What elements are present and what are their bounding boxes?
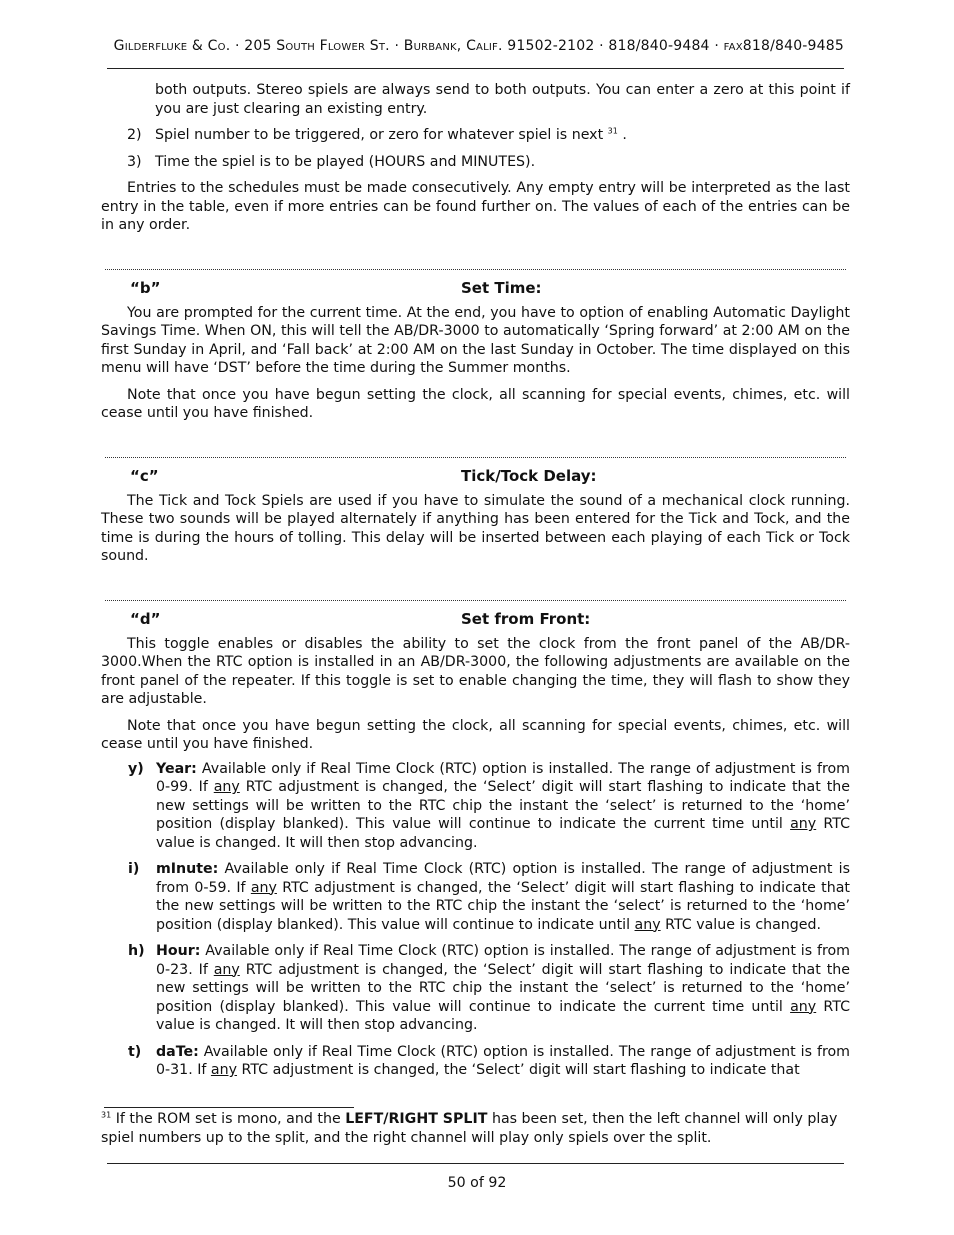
body-paragraph: This toggle enables or disables the ability to set the clock from the front panel of the AB/DR-3000.When the RTC option is installed in an AB/DR-3000, the following adjustments are available on the front panel of the repeater. If this toggle is set to enable changing the time, they will flash to show they are adjustable. [101,635,850,707]
section-heading [101,609,850,629]
footnote-number: 31 [101,1110,112,1120]
section-key: “c” [130,466,159,485]
section-title: Set Time: [461,278,542,297]
section-key: “b” [130,278,161,297]
dotted-divider [105,590,846,601]
section-title: Tick/Tock Delay: [461,466,597,485]
dotted-divider [105,259,846,270]
adjustment-term: Year: [156,760,197,777]
page-content [101,81,850,1088]
footnote-rule [104,1107,354,1108]
continued-paragraph: both outputs. Stereo spiels are always send to both outputs. You can enter a zero at this point if you are just clearing an existing entry. [155,82,850,117]
footnote-ref[interactable]: 31 [607,126,618,136]
header-rule [107,68,844,69]
body-paragraph: The Tick and Tock Spiels are used if you have to simulate the sound of a mechanical clock running. These two sounds will be played alternately if anything has been entered for the Tick and Tock, and the time is during the hours of tolling. This delay will be inserted between each playing of each Tick or Tock sound. [101,492,850,564]
adjustment-item-hour: h) Hour: Available only if Real Time Clock (RTC) option is installed. The range of adjustment is from 0-23. If any RTC adjustment is changed, the ‘Select’ digit will start flashing to indicate that the new settings will be written to the RTC chip the instant the ‘select’ is returned to the ‘home’ position (display blanked). This value will continue to indicate the current time until any RTC value is changed. It will then stop advancing. [128,943,850,1033]
adjustment-term: Hour: [156,943,201,959]
adjustment-label: t) [128,1043,142,1060]
list-item-text: Time the spiel is to be played (HOURS and MINUTES). [155,153,536,170]
adjustment-item-date: t) daTe: Available only if Real Time Clock (RTC) option is installed. The range of adjustment is from 0-31. If any RTC adjustment is changed, the ‘Select’ digit will start flashing to indicate that [128,1043,850,1078]
adjustment-term: mInute: [156,861,219,877]
adjustment-label: i) [128,861,140,877]
section-title: Set from Front: [461,609,591,628]
list-item-number: 2) [127,127,142,143]
adjustment-label: h) [128,943,145,959]
section-heading [101,278,850,298]
list-item: 2) Spiel number to be triggered, or zero for whatever spiel is next $^{31}$ . [127,126,627,143]
body-paragraph: Entries to the schedules must be made consecutively. Any empty entry will be interpreted as the last entry in the table, even if more entries can be found further on. The values of each of the entries can be in any order. [101,180,850,233]
list-item-text: Spiel number to be triggered, or zero for whatever spiel is next [155,127,604,143]
adjustment-item-year: y) Year: Available only if Real Time Clock (RTC) option is installed. The range of adjustment is from 0-99. If any RTC adjustment is changed, the ‘Select’ digit will start flashing to indicate that the new settings will be written to the RTC chip the instant the ‘select’ is returned to the ‘home’ position (display blanked). This value will continue to indicate the current time until any RTC value is changed. It will then stop advancing. [128,760,850,851]
section-key: “d” [130,609,161,628]
page-number: 50 of 92 [447,1175,507,1191]
body-paragraph: Note that once you have begun setting the clock, all scanning for special events, chimes, etc. will cease until you have finished. [101,717,850,752]
footer-rule [107,1163,844,1164]
footnote-bold-term: LEFT/RIGHT SPLIT [345,1111,488,1127]
section-heading [101,466,850,486]
list-item-number: 3) [127,153,142,170]
adjustment-label: y) [128,760,144,777]
intro-list [127,81,850,171]
list-item [127,153,850,172]
footnote: $^{31}$ If the ROM set is mono, and the LEFT/RIGHT SPLIT has been set, then the left channel will only play spiel numbers up to the split, and the right channel will play only spiels over the split. [101,1110,838,1146]
page-header: Gilderfluke & Co. · 205 South Flower St. · Burbank, Calif. 91502-2102 · 818/840-9484 · fax818/840-9485 [113,38,844,54]
dotted-divider [105,447,846,458]
adjustment-term: daTe: [156,1043,199,1060]
adjustment-item-minute: i) mInute: Available only if Real Time Clock (RTC) option is installed. The range of adjustment is from 0-59. If any RTC adjustment is changed, the ‘Select’ digit will start flashing to indicate that the new settings will be written to the RTC chip the instant the ‘select’ is returned to the ‘home’ position (display blanked). This value will continue to indicate until any RTC value is changed. [128,861,850,933]
body-paragraph: You are prompted for the current time. At the end, you have to option of enabling Automatic Daylight Savings Time. When ON, this will tell the AB/DR-3000 to automatically ‘Spring forward’ at 2:00 AM on the first Sunday in April, and ‘Fall back’ at 2:00 AM on the last Sunday in October. The time displayed on this menu will have ‘DST’ before the time during the Summer months. [101,304,850,376]
body-paragraph: Note that once you have begun setting the clock, all scanning for special events, chimes, etc. will cease until you have finished. [101,386,850,421]
